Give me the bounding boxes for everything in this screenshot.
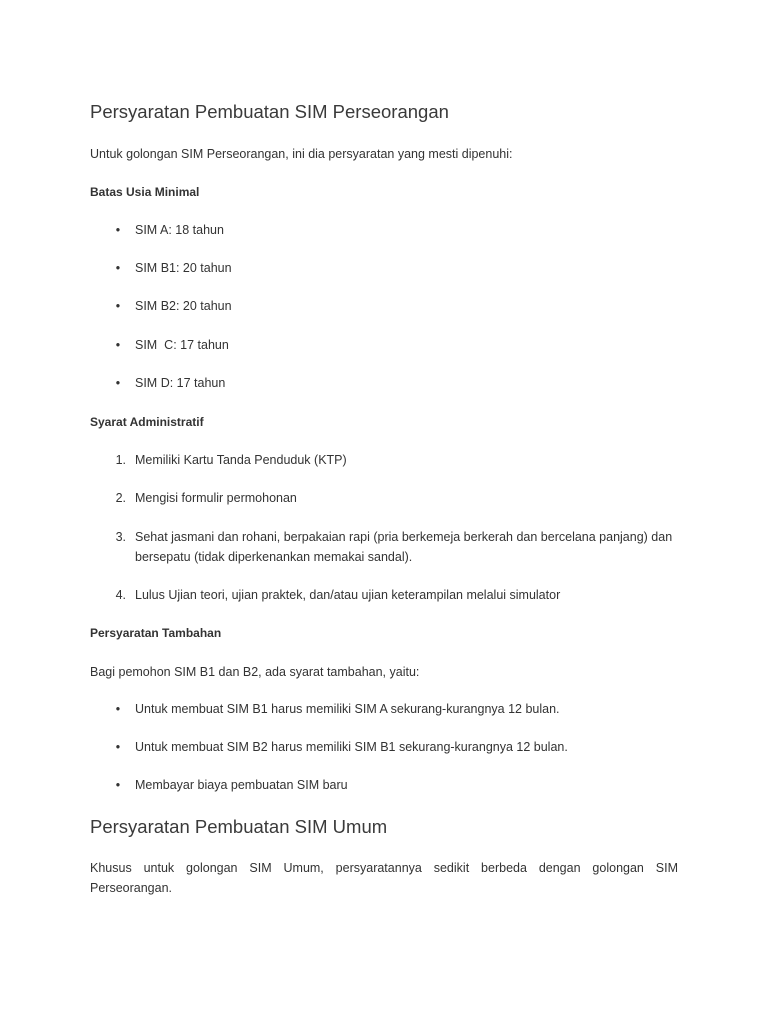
item-number: 2. (115, 491, 126, 505)
list-item (90, 258, 678, 278)
bullet-icon: • (115, 778, 121, 792)
numbered-item (90, 585, 678, 605)
bullet-icon: • (115, 338, 121, 352)
list-item-text: SIM B2: 20 tahun (135, 299, 232, 313)
bullet-icon: • (115, 299, 121, 313)
list-item-text: Membayar biaya pembuatan SIM baru (135, 778, 348, 792)
list-item-text: SIM A: 18 tahun (135, 223, 224, 237)
list-item (90, 699, 678, 719)
list-item-text: SIM B1: 20 tahun (135, 261, 232, 275)
numbered-item (90, 450, 678, 470)
list-item-text: SIM C: 17 tahun (135, 338, 229, 352)
list-item-text: Mengisi formulir permohonan (135, 491, 297, 505)
list-item (90, 373, 678, 393)
list-item (90, 296, 678, 316)
list-item-text: Sehat jasmani dan rohani, berpakaian rapi (pria berkemeja berkerah dan bercelana panjang) dan bersepatu (tidak diperkenankan memakai sandal). (135, 530, 673, 564)
bullet-icon: • (115, 376, 121, 390)
list-item (90, 335, 678, 355)
section-title-perseorangan: Persyaratan Pembuatan SIM Perseorangan (90, 101, 449, 122)
list-item-text: Lulus Ujian teori, ujian praktek, dan/atau ujian keterampilan melalui simulator (135, 588, 561, 602)
admin-heading: Syarat Administratif (90, 415, 204, 429)
list-item-text: Memiliki Kartu Tanda Penduduk (KTP) (135, 453, 347, 467)
numbered-item (90, 488, 678, 508)
item-number: 4. (115, 588, 126, 602)
extra-intro-paragraph: Bagi pemohon SIM B1 dan B2, ada syarat tambahan, yaitu: (90, 665, 420, 679)
list-item-text: Untuk membuat SIM B1 harus memiliki SIM A sekurang-kurangnya 12 bulan. (135, 702, 560, 716)
list-item-text: Untuk membuat SIM B2 harus memiliki SIM B1 sekurang-kurangnya 12 bulan. (135, 740, 568, 754)
age-heading: Batas Usia Minimal (90, 185, 200, 199)
section-title-umum: Persyaratan Pembuatan SIM Umum (90, 816, 388, 837)
extra-heading: Persyaratan Tambahan (90, 626, 222, 640)
bullet-icon: • (115, 261, 121, 275)
bullet-icon: • (115, 223, 121, 237)
list-item-text: SIM D: 17 tahun (135, 376, 226, 390)
list-item (90, 775, 678, 795)
list-item (90, 737, 678, 757)
intro-paragraph: Untuk golongan SIM Perseorangan, ini dia persyaratan yang mesti dipenuhi: (90, 147, 513, 161)
item-number: 1. (115, 453, 126, 467)
umum-intro-paragraph: Khusus untuk golongan SIM Umum, persyaratannya sedikit berbeda dengan golongan SIM Perseorangan. (90, 861, 678, 895)
bullet-icon: • (115, 740, 121, 754)
list-item (90, 220, 678, 240)
numbered-item (90, 527, 678, 567)
item-number: 3. (115, 530, 126, 544)
bullet-icon: • (115, 702, 121, 716)
